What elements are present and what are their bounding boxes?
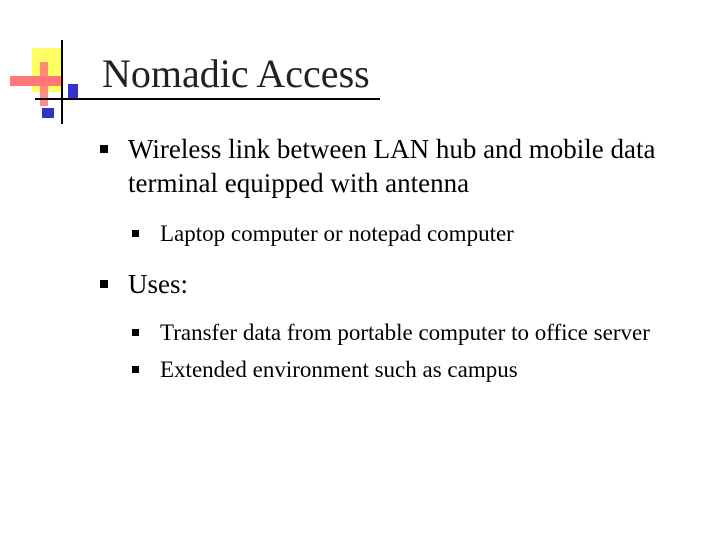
logo-blue-square <box>42 108 54 118</box>
bullet-text: Wireless link between LAN hub and mobile data terminal equipped with antenna <box>128 134 656 198</box>
sub-bullet-square-icon <box>132 366 139 373</box>
sub-bullet-text: Transfer data from portable computer to office server <box>160 320 650 345</box>
sub-bullet-text: Extended environment such as campus <box>160 357 518 382</box>
slide-title: Nomadic Access <box>102 51 370 96</box>
logo-vertical-line <box>61 40 63 124</box>
bullet-item-1 <box>100 132 700 200</box>
bullet-text: Uses: <box>128 269 188 299</box>
sub-bullet-item <box>100 354 700 385</box>
logo-blue-square-small <box>68 84 78 98</box>
sub-bullet-item <box>100 218 700 249</box>
decorative-logo-graphic <box>0 0 110 130</box>
sub-bullet-square-icon <box>132 230 139 237</box>
bullet-square-icon <box>100 145 108 153</box>
title-underline <box>35 98 380 100</box>
bullet-list <box>100 132 700 385</box>
logo-red-bar-horizontal <box>10 76 62 86</box>
sub-bullet-text: Laptop computer or notepad computer <box>160 221 514 246</box>
sub-bullet-item <box>100 317 700 348</box>
bullet-item-2 <box>100 267 700 301</box>
sub-bullet-square-icon <box>132 329 139 336</box>
bullet-square-icon <box>100 280 108 288</box>
